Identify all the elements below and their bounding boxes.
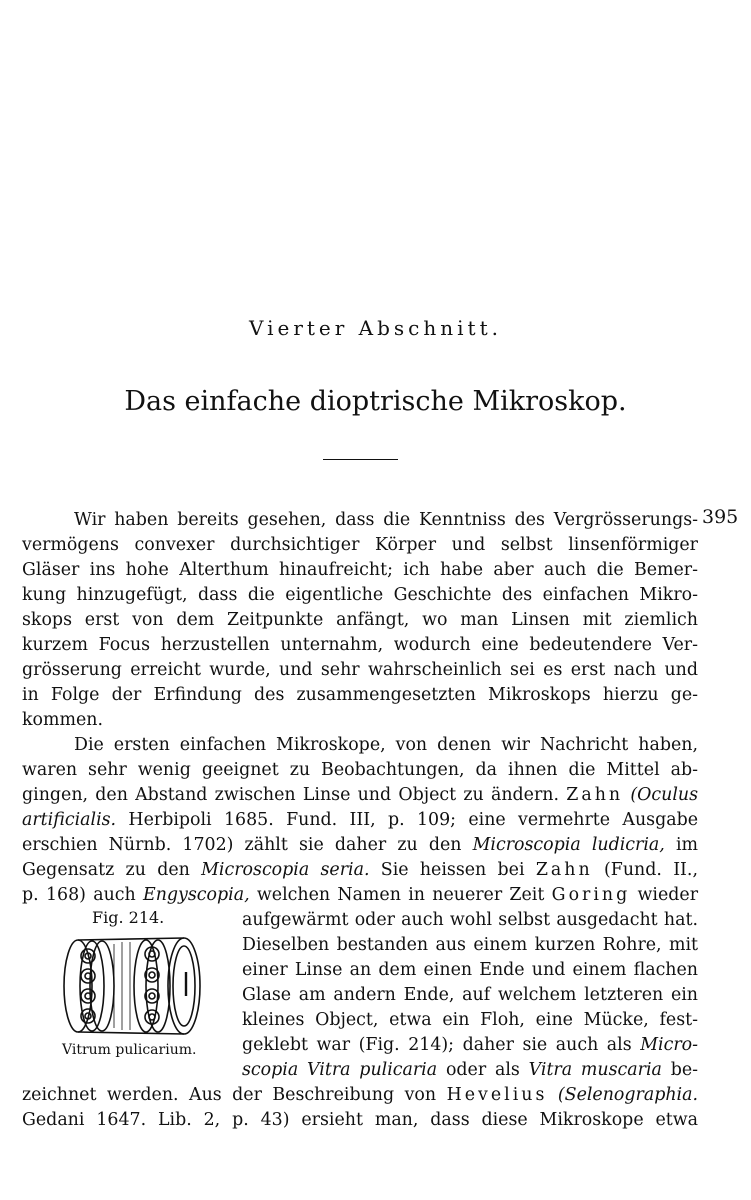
text-line: kung hinzugefügt, dass die eigentliche Geschichte des einfachen Mikro- — [22, 585, 698, 605]
text-fragment: erschien Nürnb. 1702) zählt sie daher zu den — [22, 835, 462, 855]
text-line: einer Linse an dem einen Ende und einem flachen — [242, 960, 698, 980]
microscope-tube-illustration — [58, 932, 218, 1040]
text-line — [22, 1108, 698, 1132]
text-fragment: be- — [670, 1060, 699, 1080]
author-name: Zahn — [535, 860, 593, 880]
book-title: (Selenographia. — [557, 1085, 698, 1105]
text-fragment: oder als — [445, 1060, 520, 1080]
text-line: Dieselben bestanden aus einem kurzen Rohre, mit — [242, 935, 698, 955]
term: Engyscopia, — [143, 885, 250, 905]
figure-label: Fig. 214. — [92, 908, 165, 927]
term: Microscopia ludicria, — [472, 835, 665, 855]
text-line: Glase am andern Ende, auf welchem letzteren ein — [242, 985, 698, 1005]
text-line — [22, 858, 698, 882]
text-line — [242, 1033, 698, 1057]
text-line: in Folge der Erfindung des zusammengesetzten Mikroskops hierzu ge- — [22, 685, 698, 705]
figure-caption: Vitrum pulicarium. — [62, 1042, 197, 1058]
figure-vitrum-pulicarium — [58, 932, 218, 1044]
text-fragment: gingen, den Abstand zwischen Linse und Object zu ändern. — [22, 785, 560, 805]
text-line: Gläser ins hohe Alterthum hinaufreicht; ich habe aber auch die Bemer- — [22, 560, 698, 580]
text-line: grösserung erreicht wurde, und sehr wahrscheinlich sei es erst nach und — [22, 660, 698, 680]
chapter-title: Das einfache dioptrische Mikroskop. — [124, 386, 627, 417]
section-heading: Vierter Abschnitt. — [249, 316, 502, 340]
book-title: (Oculus — [630, 785, 699, 805]
text-line: Die ersten einfachen Mikroskope, von denen wir Nachricht haben, — [74, 735, 698, 755]
text-fragment: welchen Namen in neuerer Zeit — [256, 885, 545, 905]
text-fragment: im — [675, 835, 698, 855]
text-line: Wir haben bereits gesehen, dass die Kenntniss des Vergrösserungs- — [74, 510, 698, 530]
term: scopia — [242, 1060, 299, 1080]
text-line: waren sehr wenig geeignet zu Beobachtungen, da ihnen die Mittel ab- — [22, 760, 698, 780]
text-fragment: p. 43) ersieht man, dass diese Mikroskope etwa — [232, 1110, 699, 1130]
text-line — [22, 1083, 698, 1107]
text-line: kommen. — [22, 710, 104, 730]
text-fragment: Gedani 1647. Lib. 2, — [22, 1110, 221, 1130]
text-line: aufgewärmt oder auch wohl selbst ausgedacht hat. — [242, 910, 698, 930]
page-number: 395 — [702, 506, 739, 528]
text-line: skops erst von dem Zeitpunkte anfängt, wo man Linsen mit ziemlich — [22, 610, 698, 630]
text-line — [22, 783, 698, 807]
text-fragment: Herbipoli 1685. Fund. III, p. 109; eine vermehrte Ausgabe — [128, 810, 699, 830]
text-fragment: p. 168) auch — [22, 885, 136, 905]
book-title: artificialis. — [22, 810, 117, 830]
title-rule — [323, 459, 398, 460]
text-fragment: der Beschreibung von — [232, 1085, 437, 1105]
text-line: kleines Object, etwa ein Floh, eine Mücke, fest- — [242, 1010, 698, 1030]
text-line: kurzem Focus herzustellen unternahm, wodurch eine bedeutendere Ver- — [22, 635, 698, 655]
text-fragment: zeichnet werden. Aus — [22, 1085, 222, 1105]
text-line — [242, 1058, 698, 1082]
text-fragment: geklebt war (Fig. 214); daher sie auch als — [242, 1035, 632, 1055]
text-fragment: Gegensatz zu den — [22, 860, 190, 880]
text-fragment: wieder — [637, 885, 699, 905]
term: Micro- — [640, 1035, 698, 1055]
term: Microscopia seria. — [201, 860, 370, 880]
text-line: vermögens convexer durchsichtiger Körper und selbst linsenförmiger — [22, 535, 698, 555]
author-name: Hevelius — [446, 1085, 548, 1105]
text-line — [22, 808, 698, 832]
text-line — [22, 883, 698, 907]
text-line — [22, 833, 698, 857]
author-name: Goring — [551, 885, 631, 905]
text-fragment: Sie heissen bei — [380, 860, 525, 880]
term: Vitra muscaria — [528, 1060, 662, 1080]
term: Vitra pulicaria — [307, 1060, 438, 1080]
author-name: Zahn — [566, 785, 624, 805]
text-fragment: (Fund. II., — [603, 860, 698, 880]
